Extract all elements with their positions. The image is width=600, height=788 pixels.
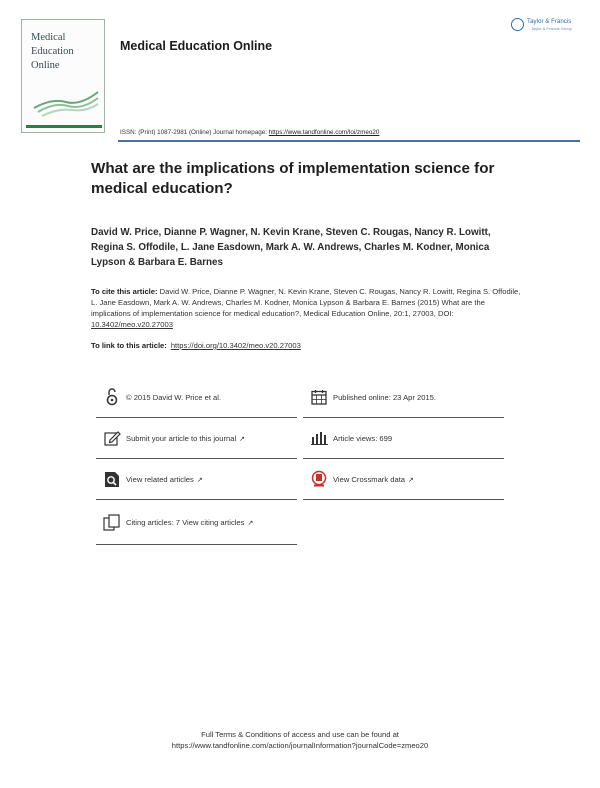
- citing-articles-link[interactable]: [96, 500, 297, 545]
- article-views-text: Article views: 699: [333, 433, 393, 443]
- related-articles-link[interactable]: [96, 459, 297, 500]
- open-access-icon: [102, 387, 122, 407]
- cover-title-line: Education: [31, 46, 74, 57]
- header-rule: [118, 140, 580, 142]
- issn-line: [120, 129, 379, 136]
- issn-text: ISSN: (Print) 1087-2981 (Online) Journal homepage:: [120, 129, 269, 136]
- author-list: David W. Price, Dianne P. Wagner, N. Kevin Krane, Steven C. Rougas, Nancy R. Lowitt, Regina S. Offodile, L. Jane Easdown, Mark A. W. Andrews, Charles M. Kodner, Monica Lypson & Barbara E. Barnes: [91, 227, 491, 268]
- cover-title-line: Medical: [31, 32, 66, 43]
- submit-label: Submit your article to this journal: [126, 433, 237, 443]
- crossmark-link[interactable]: [303, 459, 504, 500]
- crossmark-label: View Crossmark data: [333, 474, 406, 484]
- submit-text: [126, 434, 245, 443]
- cover-title-line: Online: [31, 60, 60, 71]
- publisher-logo: [511, 16, 583, 38]
- link-label: To link to this article:: [91, 341, 167, 350]
- citing-text: [126, 518, 253, 527]
- publisher-logo-icon: [511, 18, 524, 31]
- citation-label: To cite this article:: [91, 287, 158, 296]
- related-search-icon: [102, 469, 122, 489]
- journal-cover: [21, 19, 105, 133]
- article-doi-url[interactable]: https://doi.org/10.3402/meo.v20.27003: [170, 341, 301, 350]
- external-link-icon: ↗: [196, 476, 203, 484]
- copyright-cell: [96, 377, 297, 418]
- citation-text: David W. Price, Dianne P. Wagner, N. Kevin Krane, Steven C. Rougas, Nancy R. Lowitt, Regina S. Offodile, L. Jane Easdown, Mark A. W. Andrews, Charles M. Kodner, Monica Lypson & Barbara E. Barnes (2015) What are the implications of implementation science for medical education?, Medical Education Online, 20:1, 27003, DOI:: [91, 287, 521, 318]
- bar-chart-icon: [309, 428, 329, 448]
- cover-wave-graphic: [32, 68, 100, 124]
- related-label: View related articles: [126, 474, 194, 484]
- crossmark-icon: [309, 469, 329, 489]
- crossmark-text: [333, 475, 414, 484]
- related-text: [126, 475, 203, 484]
- footer-url[interactable]: https://www.tandfonline.com/action/journalInformation?journalCode=zmeo20: [171, 741, 429, 750]
- publisher-name: Taylor & Francis: [527, 18, 572, 25]
- external-link-icon: ↗: [239, 435, 246, 443]
- journal-title: Medical Education Online: [120, 39, 273, 53]
- published-text: Published online: 23 Apr 2015.: [333, 392, 437, 402]
- submit-article-link[interactable]: [96, 418, 297, 459]
- edit-icon: [102, 428, 122, 448]
- publisher-sub: Taylor & Francis Group: [531, 26, 572, 31]
- footer: [0, 729, 600, 751]
- copy-documents-icon: [102, 512, 122, 532]
- article-link-line: [91, 341, 301, 350]
- calendar-icon: [309, 387, 329, 407]
- article-title: What are the implications of implementation science for medical education?: [91, 160, 495, 197]
- journal-homepage-link[interactable]: https://www.tandfonline.com/loi/zmeo20: [268, 129, 380, 136]
- cover-title: [31, 31, 101, 73]
- external-link-icon: ↗: [247, 519, 254, 527]
- copyright-text: © 2015 David W. Price et al.: [126, 392, 222, 402]
- cover-bar: [26, 125, 102, 128]
- published-cell: [303, 377, 504, 418]
- citation-block: [91, 286, 521, 330]
- doi-link[interactable]: 10.3402/meo.v20.27003: [91, 320, 173, 329]
- external-link-icon: ↗: [408, 476, 414, 484]
- article-views-cell: [303, 418, 504, 459]
- citing-label: Citing articles: 7 View citing articles: [126, 517, 245, 527]
- footer-terms: Full Terms & Conditions of access and use can be found at: [201, 730, 399, 739]
